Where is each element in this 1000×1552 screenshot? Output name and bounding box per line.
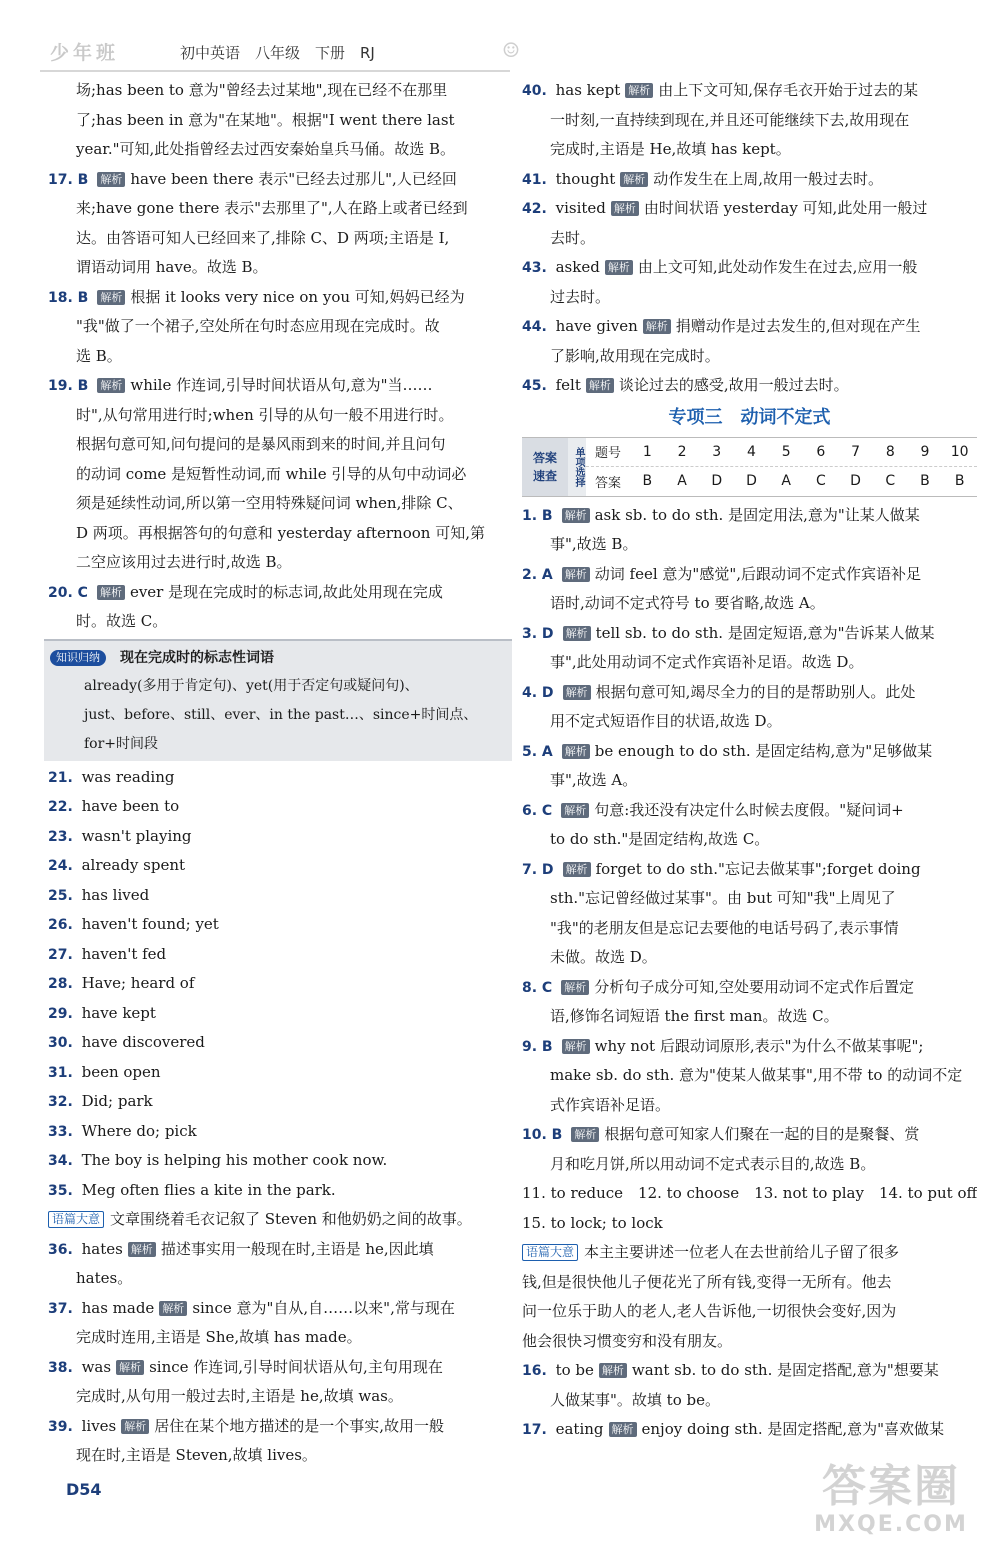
explanation-text: 谈论过去的感受,故用一般过去时。 — [618, 376, 849, 394]
question-number: 28. — [48, 976, 73, 992]
answer-15: 15. to lock; to lock — [522, 1213, 663, 1232]
explanation-text: tell sb. to do sth. 是固定短语,意为"告诉某人做某 — [595, 623, 935, 642]
explanation-text: 根据 it looks very nice on you 可知,妈妈已经为 — [130, 287, 465, 306]
answer-table-label — [522, 438, 568, 496]
explanation-text: 句意:我还没有决定什么时候去度假。"疑问词+ — [594, 800, 904, 819]
explanation-text: be enough to do sth. 是固定结构,意为"足够做某 — [594, 741, 933, 760]
question-number: 16. — [522, 1363, 547, 1379]
question-36 — [48, 1235, 508, 1265]
section-title: 专项三 动词不定式 — [668, 406, 831, 428]
text-line: just、before、still、ever、in the past…、since+时间点、 — [84, 706, 478, 723]
explanation-text: 由时间状语 yesterday 可知,此处用一般过 — [643, 199, 928, 217]
analysis-tag: 解析 — [563, 626, 591, 641]
analysis-tag: 解析 — [563, 685, 591, 700]
question-number: 1. B — [522, 507, 553, 524]
answer-text: lives — [81, 1416, 117, 1435]
answer-text: Where do; pick — [81, 1121, 197, 1140]
question-number: 31. — [48, 1064, 73, 1081]
explanation-text: 由上文可知,此处动作发生在过去,应用一般 — [637, 258, 918, 276]
answer-text: already spent — [81, 856, 186, 874]
text-line: 来;have gone there 表示"去那里了",人在路上或者已经到 — [76, 199, 468, 217]
question-number: 26. — [48, 917, 73, 933]
text-line: 事",故选 B。 — [550, 535, 638, 553]
question-number: 17. B — [48, 171, 89, 188]
left-column — [48, 76, 508, 1471]
answer-item-29 — [48, 999, 508, 1029]
text-line: D 两项。再根据答句的句意和 yesterday afternoon 可知,第 — [76, 523, 485, 542]
explanation-text: have been there 表示"已经去过那儿",人已经回 — [130, 169, 457, 188]
table-cell: 8 — [885, 443, 895, 460]
analysis-tag: 解析 — [586, 378, 614, 393]
question-number: 34. — [48, 1153, 73, 1169]
text-line: 他会很快习惯变穷和没有朋友。 — [522, 1331, 733, 1350]
question-41 — [522, 165, 977, 195]
question-16 — [522, 1356, 977, 1386]
answer-text: to be — [555, 1361, 594, 1379]
question-number: 35. — [48, 1182, 73, 1199]
summary-text: 文章围绕着毛衣记叙了 Steven 和他奶奶之间的故事。 — [110, 1210, 472, 1228]
table-cell: B — [954, 473, 965, 490]
text-line: 去时。 — [550, 228, 596, 247]
answer-text: Did; park — [81, 1092, 153, 1110]
text-line: to do sth."是固定结构,故选 C。 — [550, 830, 770, 848]
answer-item-27 — [48, 940, 508, 970]
answer-text: wasn't playing — [81, 826, 192, 845]
question-2 — [522, 560, 977, 590]
question-number: 24. — [48, 858, 73, 874]
text-line: "我"的老朋友但是忘记去要他的电话号码了,表示事情 — [550, 918, 899, 937]
header-text: 初中英语 八年级 下册 RJ — [180, 44, 375, 62]
text-line: 场;has been to 意为"曾经去过某地",现在已经不在那里 — [76, 81, 448, 99]
knowledge-tag: 知识归纳 — [50, 650, 106, 666]
analysis-tag: 解析 — [561, 980, 589, 995]
explanation-text: want sb. to do sth. 是固定搭配,意为"想要某 — [631, 1361, 939, 1379]
explanation-text: 居住在某个地方描述的是一个事实,故用一般 — [154, 1416, 445, 1435]
explanation-text: 由上下文可知,保存毛衣开始于过去的某 — [658, 81, 919, 99]
answer-text: haven't found; yet — [81, 915, 219, 933]
explanation-text: 根据句意可知,竭尽全力的目的是帮助别人。此处 — [595, 682, 916, 701]
explanation-text: ever 是现在完成时的标志词,故此处用现在完成 — [129, 582, 443, 601]
text-line: for+时间段 — [84, 735, 159, 752]
text-line: 时",从句常用进行时;when 引导的从句一般不用进行时。 — [76, 405, 454, 424]
explanation-text: why not 后跟动词原形,表示"为什么不做某事呢"; — [594, 1036, 924, 1055]
text-line: sth."忘记曾经做过某事"。由 but 可知"我"上周见了 — [550, 889, 896, 907]
question-number: 32. — [48, 1094, 73, 1110]
text-line: 月和吃月饼,所以用动词不定式表示目的,故选 B。 — [550, 1154, 876, 1173]
question-17-infinitive — [522, 1415, 977, 1445]
explanation-text: 描述事实用一般现在时,主语是 he,因此填 — [160, 1239, 434, 1258]
text-line: year."可知,此处指曾经去过西安秦始皇兵马俑。故选 B。 — [76, 140, 456, 158]
question-number: 38. — [48, 1359, 73, 1376]
question-number: 25. — [48, 887, 73, 904]
table-cell: D — [711, 473, 723, 490]
answer-text: has lived — [81, 885, 150, 904]
analysis-tag: 解析 — [620, 172, 648, 187]
question-5 — [522, 737, 977, 767]
question-number: 20. C — [48, 584, 88, 601]
question-number: 17. — [522, 1422, 547, 1438]
analysis-tag: 解析 — [97, 290, 125, 305]
text-line: 式作宾语补足语。 — [550, 1095, 671, 1114]
explanation-text: 分析句子成分可知,空处要用动词不定式作后置定 — [594, 977, 914, 996]
page-header — [40, 36, 520, 68]
analysis-tag: 解析 — [121, 1419, 149, 1434]
passage-summary — [48, 1205, 508, 1235]
table-cell: D — [850, 473, 861, 490]
summary-tag: 语篇大意 — [48, 1211, 104, 1228]
question-number: 27. — [48, 946, 73, 963]
explanation-text: while 作连词,引导时间状语从句,意为"当…… — [130, 376, 433, 394]
analysis-tag: 解析 — [609, 1422, 637, 1437]
text-line: make sb. do sth. 意为"使某人做某事",用不带 to 的动词不定 — [550, 1066, 963, 1084]
question-3 — [522, 619, 977, 649]
summary-tag: 语篇大意 — [522, 1244, 578, 1261]
table-cell: 9 — [920, 443, 930, 460]
text-line: 钱,但是很快他儿子便花光了所有钱,变得一无所有。他去 — [522, 1272, 892, 1291]
table-cell: 6 — [816, 443, 826, 460]
question-10 — [522, 1120, 977, 1150]
answer-text: has kept — [555, 81, 621, 99]
answer-text: have been to — [81, 797, 180, 815]
table-cell: 5 — [781, 443, 791, 460]
answer-table-type: 单项选择 — [568, 438, 586, 496]
table-cell: 10 — [950, 443, 969, 460]
question-number: 9. B — [522, 1038, 553, 1055]
question-number: 45. — [522, 378, 547, 394]
table-cell: D — [746, 473, 757, 490]
analysis-tag: 解析 — [605, 260, 633, 275]
answer-item-28 — [48, 969, 508, 999]
explanation-text: enjoy doing sth. 是固定搭配,意为"喜欢做某 — [641, 1420, 945, 1438]
table-cell: C — [815, 473, 826, 490]
text-line: 事",此处用动词不定式作宾语补足语。故选 D。 — [550, 653, 864, 671]
answer-item-32 — [48, 1087, 508, 1117]
explanation-text: since 意为"自从,自……以来",常与现在 — [192, 1298, 455, 1317]
answer-quick-table — [522, 437, 977, 497]
answer-table-number-row — [586, 438, 977, 468]
answer-text: hates — [81, 1239, 123, 1258]
text-line: 现在时,主语是 Steven,故填 lives。 — [76, 1446, 317, 1464]
answer-item-26 — [48, 910, 508, 940]
table-cell: 7 — [851, 443, 861, 460]
question-number: 19. B — [48, 378, 89, 394]
answer-text: was reading — [81, 767, 175, 786]
explanation-text: ask sb. to do sth. 是固定用法,意为"让某人做某 — [594, 505, 920, 524]
question-number: 29. — [48, 1005, 73, 1022]
analysis-tag: 解析 — [116, 1360, 144, 1375]
question-number: 36. — [48, 1241, 73, 1258]
question-number: 44. — [522, 319, 547, 335]
answer-text: has made — [81, 1298, 155, 1317]
explanation-text: forget to do sth."忘记去做某事";forget doing — [595, 859, 921, 878]
answer-text: Meg often flies a kite in the park. — [81, 1180, 336, 1199]
analysis-tag: 解析 — [611, 201, 639, 216]
answer-item-22 — [48, 792, 508, 822]
analysis-tag: 解析 — [97, 378, 125, 393]
text-line: 了;has been in 意为"在某地"。根据"I went there last — [76, 110, 455, 129]
question-number: 7. D — [522, 861, 554, 878]
question-38 — [48, 1353, 508, 1383]
text-line: 语,修饰名词短语 the first man。故选 C。 — [550, 1007, 839, 1025]
answer-item-31 — [48, 1058, 508, 1088]
question-19 — [48, 371, 508, 401]
question-18 — [48, 283, 508, 313]
text-line: 的动词 come 是短暂性动词,而 while 引导的从句中动词必 — [76, 464, 467, 483]
watermark — [802, 1462, 980, 1542]
watermark-url: MXQE.COM — [814, 1512, 968, 1537]
question-8 — [522, 973, 977, 1003]
question-number: 22. — [48, 799, 73, 815]
question-number: 6. C — [522, 802, 553, 819]
knowledge-box-header — [50, 643, 506, 672]
table-cell: B — [642, 473, 653, 490]
text-line: 了影响,故用现在完成时。 — [550, 346, 720, 365]
analysis-tag: 解析 — [562, 744, 590, 759]
question-20 — [48, 578, 508, 608]
answer-table-label-2: 速查 — [532, 468, 557, 483]
page-number: D54 — [66, 1480, 102, 1499]
text-line: 过去时。 — [550, 287, 611, 306]
row-label: 答案 — [594, 475, 621, 491]
question-number: 41. — [522, 171, 547, 188]
text-line: already(多用于肯定句)、yet(用于否定句或疑问句)、 — [84, 677, 419, 694]
answer-text: visited — [555, 199, 606, 217]
text-line: hates。 — [76, 1269, 133, 1287]
answer-item-23 — [48, 822, 508, 852]
question-number: 43. — [522, 260, 547, 276]
question-number: 2. A — [522, 566, 553, 583]
question-43 — [522, 253, 977, 283]
question-40 — [522, 76, 977, 106]
text-line: 语时,动词不定式符号 to 要省略,故选 A。 — [550, 594, 825, 612]
question-39 — [48, 1412, 508, 1442]
answer-text: was — [81, 1357, 112, 1376]
analysis-tag: 解析 — [561, 803, 589, 818]
text-line: 须是延续性动词,所以第一空用特殊疑问词 when,排除 C、 — [76, 494, 463, 512]
text-line: 问一位乐于助人的老人,老人告诉他,一切很快会变好,因为 — [522, 1302, 897, 1320]
answer-text: have given — [555, 317, 638, 335]
question-number: 8. C — [522, 979, 553, 996]
analysis-tag: 解析 — [643, 319, 671, 334]
question-number: 42. — [522, 201, 547, 217]
analysis-tag: 解析 — [159, 1301, 187, 1316]
table-cell: A — [677, 473, 687, 490]
answer-item-30 — [48, 1028, 508, 1058]
text-line: "我"做了一个裙子,空处所在句时态应用现在完成时。故 — [76, 317, 440, 335]
analysis-tag: 解析 — [562, 567, 590, 582]
answer-item-24 — [48, 851, 508, 881]
table-cell: 3 — [712, 443, 722, 460]
question-number: 18. B — [48, 289, 89, 306]
explanation-text: 根据句意可知家人们聚在一起的目的是聚餐、赏 — [604, 1125, 920, 1143]
answers-11-14: 11. to reduce 12. to choose 13. not to play 14. to put off — [522, 1184, 977, 1202]
question-number: 21. — [48, 769, 73, 786]
question-6 — [522, 796, 977, 826]
knowledge-box-title: 现在完成时的标志性词语 — [120, 649, 274, 666]
answer-item-35 — [48, 1176, 508, 1206]
passage-summary-2 — [522, 1238, 977, 1268]
question-42 — [522, 194, 977, 224]
text-line: 一时刻,一直持续到现在,并且还可能继续下去,故用现在 — [550, 110, 910, 129]
analysis-tag: 解析 — [562, 508, 590, 523]
question-number: 37. — [48, 1300, 73, 1317]
question-7 — [522, 855, 977, 885]
answer-table-answer-row — [586, 467, 977, 496]
question-number: 3. D — [522, 625, 554, 642]
question-number: 5. A — [522, 743, 553, 760]
analysis-tag: 解析 — [625, 83, 653, 98]
analysis-tag: 解析 — [563, 862, 591, 877]
text-line: 二空应该用过去进行时,故选 B。 — [76, 553, 292, 571]
question-number: 33. — [48, 1123, 73, 1140]
text-line: 根据句意可知,问句提问的是暴风雨到来的时间,并且问句 — [76, 435, 446, 453]
answer-text: haven't fed — [81, 944, 167, 963]
analysis-tag: 解析 — [97, 585, 125, 600]
text-line: 人做某事"。故填 to be。 — [550, 1390, 720, 1409]
explanation-text: 捐赠动作是过去发生的,但对现在产生 — [675, 317, 921, 335]
answer-text: thought — [555, 169, 616, 188]
question-9 — [522, 1032, 977, 1062]
analysis-tag: 解析 — [97, 172, 125, 187]
question-37 — [48, 1294, 508, 1324]
text-line: 完成时连用,主语是 She,故填 has made。 — [76, 1328, 362, 1346]
answer-item-34 — [48, 1146, 508, 1176]
question-number: 39. — [48, 1418, 73, 1435]
answer-text: been open — [81, 1062, 161, 1081]
question-number: 30. — [48, 1035, 73, 1051]
explanation-text: 动词 feel 意为"感觉",后跟动词不定式作宾语补足 — [594, 564, 921, 583]
question-number: 23. — [48, 828, 73, 845]
text-line: 用不定式短语作目的状语,故选 D。 — [550, 712, 782, 730]
text-line: 达。由答语可知人已经回来了,排除 C、D 两项;主语是 I, — [76, 228, 450, 247]
question-44 — [522, 312, 977, 342]
answer-text: asked — [555, 258, 600, 276]
answer-item-21 — [48, 763, 508, 793]
header-divider — [40, 70, 510, 72]
text-line: 时。故选 C。 — [76, 612, 168, 630]
analysis-tag: 解析 — [599, 1363, 627, 1378]
answer-table-grid — [586, 438, 977, 496]
text-line: 事",故选 A。 — [550, 771, 638, 789]
analysis-tag: 解析 — [562, 1039, 590, 1054]
table-cell: 1 — [642, 443, 652, 460]
answer-text: have kept — [81, 1003, 156, 1022]
table-cell: 4 — [747, 443, 756, 460]
answer-table-label-1: 答案 — [532, 450, 557, 465]
summary-text: 本主主要讲述一位老人在去世前给儿子留了很多 — [584, 1243, 900, 1261]
table-cell: A — [781, 473, 791, 490]
text-line: 谓语动词用 have。故选 B。 — [76, 258, 268, 276]
analysis-tag: 解析 — [128, 1242, 156, 1257]
question-17 — [48, 165, 508, 195]
question-45 — [522, 371, 977, 401]
explanation-text: 动作发生在上周,故用一般过去时。 — [653, 169, 884, 188]
question-number: 10. B — [522, 1127, 563, 1143]
answer-text: have discovered — [81, 1033, 205, 1051]
answer-text: eating — [555, 1420, 604, 1438]
right-column — [522, 76, 977, 1445]
table-cell: 2 — [677, 443, 687, 460]
answer-item-33 — [48, 1117, 508, 1147]
answer-text: felt — [555, 376, 581, 394]
answer-text: The boy is helping his mother cook now. — [81, 1151, 388, 1169]
brand-logo: 少年班 — [50, 42, 120, 64]
question-4 — [522, 678, 977, 708]
text-line: 未做。故选 D。 — [550, 948, 657, 966]
row-label: 题号 — [594, 446, 621, 462]
explanation-text: since 作连词,引导时间状语从句,主句用现在 — [149, 1357, 443, 1376]
text-line: 选 B。 — [76, 346, 122, 365]
knowledge-box — [44, 639, 512, 761]
answer-item-25 — [48, 881, 508, 911]
table-cell: B — [920, 473, 930, 490]
text-line: 完成时,从句用一般过去时,主语是 he,故填 was。 — [76, 1387, 403, 1405]
analysis-tag: 解析 — [571, 1127, 599, 1142]
header-decoration-icon: ☺ — [502, 38, 520, 62]
question-1 — [522, 501, 977, 531]
answer-text: Have; heard of — [81, 974, 195, 992]
table-cell: C — [885, 473, 896, 490]
question-number: 4. D — [522, 684, 554, 701]
question-number: 40. — [522, 83, 547, 99]
text-line: 完成时,主语是 He,故填 has kept。 — [550, 140, 791, 158]
watermark-title: 答案圈 — [822, 1461, 960, 1512]
